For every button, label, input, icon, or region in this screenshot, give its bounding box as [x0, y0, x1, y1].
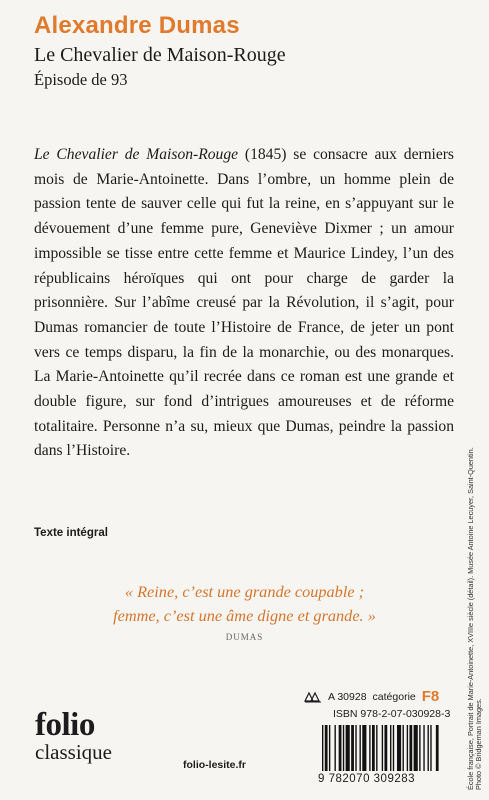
blurb-text: (1845) se consacre aux derniers mois de Marie-Antoinette. Dans l’ombre, un homme plein de passion tente de sauver celle qui fut la reine, en s’appuyant sur le dévouement d’une femme pure, Geneviève Dixmer ; un amour impossible se tisse entre cette femme et Maurice Lindey, l’un des républicains héroïques qui ont pour charge de garder la prisonnière. Sur l’abîme creusé par la Révolution, il s’agit, pour Dumas romancier de toute l’Histoire de France, de jeter un pont vers ce temps disparu, la fin de la monarchie, ou des monarques. La Marie-Antoinette qu’il recrée dans ce roman est une grande et double figure, sur fond d’intrigues amoureuses et de réforme totalitaire. Personne n’a su, mieux que Dumas, peindre la passion dans l’Histoire. — [34, 146, 455, 460]
integral-label: Texte intégral — [34, 527, 108, 539]
logo-folio: folio — [35, 707, 95, 743]
category-symbol-icon — [304, 691, 322, 703]
quote-line-2: femme, c’est une âme digne et grande. » — [113, 606, 376, 625]
barcode-digits: 9 782070 309283 — [318, 773, 416, 785]
credit-line-2: Photo © Bridgeman Images. — [473, 698, 483, 790]
book-subtitle: Épisode de 93 — [34, 70, 128, 89]
back-cover-blurb — [34, 143, 454, 464]
quote-line-1: « Reine, c’est une grande coupable ; — [124, 582, 365, 601]
price-row — [304, 688, 439, 705]
epigraph-quote — [0, 580, 489, 628]
category-label: catégorie — [372, 690, 416, 703]
blurb-title-italic: Le Chevalier de Maison-Rouge — [34, 146, 239, 163]
folio-classique-logo — [35, 707, 112, 764]
image-credit — [466, 447, 483, 790]
author-name: Alexandre Dumas — [34, 12, 240, 39]
quote-author: DUMAS — [225, 632, 264, 642]
website-link[interactable]: folio-lesite.fr — [183, 759, 247, 771]
credit-line-1: École française, Portrait de Marie-Antoinette, XVIIIe siècle (détail). Musée Antoine Lecuyer, Saint-Quentin. — [466, 447, 475, 790]
logo-classique: classique — [35, 740, 112, 764]
isbn-number: ISBN 978-2-07-030928-3 — [333, 708, 451, 720]
product-code: A 30928 — [328, 690, 367, 703]
category-code: F8 — [421, 688, 440, 705]
book-title: Le Chevalier de Maison-Rouge — [34, 44, 286, 66]
barcode — [322, 725, 440, 771]
